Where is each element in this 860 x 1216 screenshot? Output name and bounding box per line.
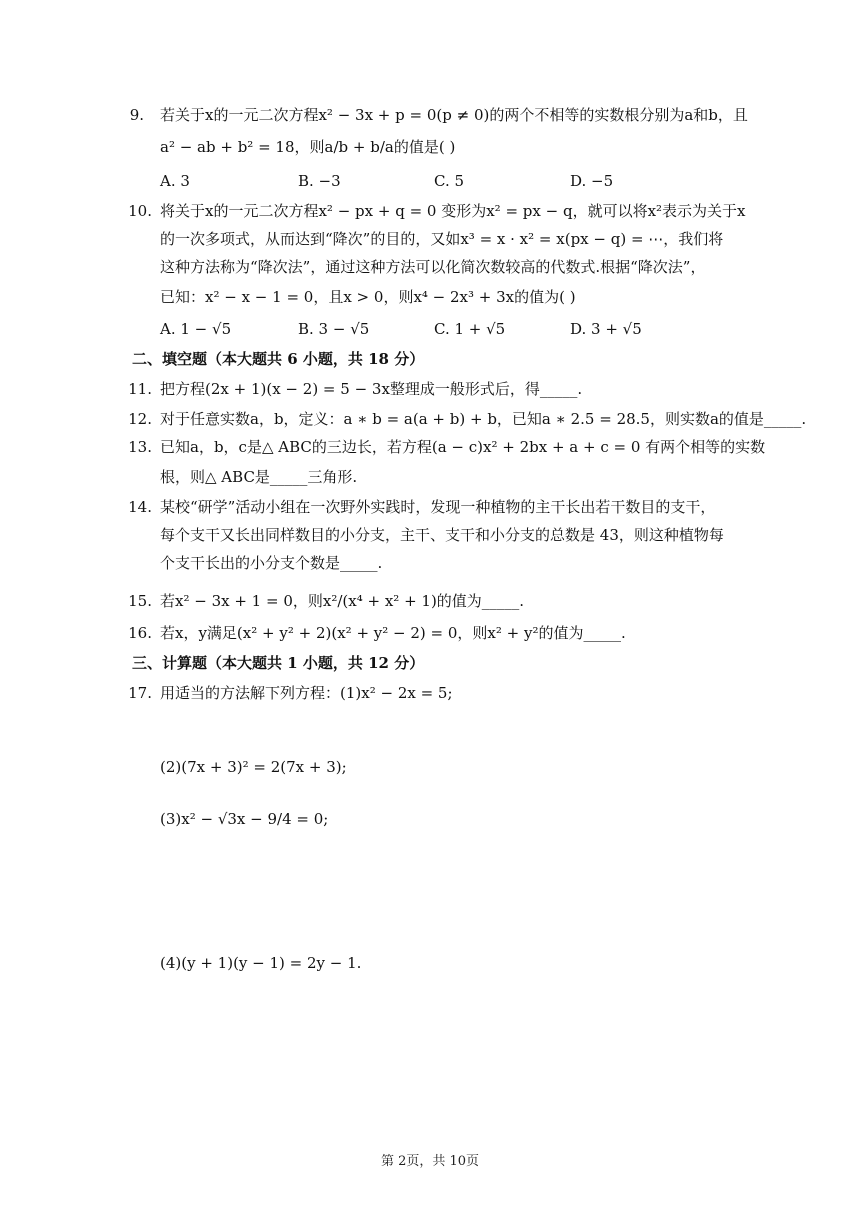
- option-d: D. 3 + √5: [570, 320, 642, 338]
- question-text-line: 若x，y满足(x² + y² + 2)(x² + y² − 2) = 0，则x² + y²的值为_____.: [160, 624, 626, 642]
- sub-question-2: (2)(7x + 3)² = 2(7x + 3);: [160, 758, 347, 776]
- question-number: 9.: [129, 106, 144, 124]
- question-text-line: 已知a，b，c是△ ABC的三边长，若方程(a − c)x² + 2bx + a + c = 0 有两个相等的实数: [160, 438, 766, 456]
- question-text-line: 某校“研学”活动小组在一次野外实践时，发现一种植物的主干长出若干数目的支干，: [160, 498, 716, 516]
- question-text-line: 用适当的方法解下列方程：(1)x² − 2x = 5;: [160, 684, 453, 702]
- question-text-line: 对于任意实数a，b，定义：a ∗ b = a(a + b) + b，已知a ∗ 2.5 = 28.5，则实数a的值是_____.: [160, 410, 807, 428]
- option-a: A. 1 − √5: [160, 320, 232, 338]
- question-number: 12.: [128, 410, 152, 428]
- question-text-line: 这种方法称为“降次法”，通过这种方法可以化简次数较高的代数式.根据“降次法”，: [160, 258, 706, 276]
- section-title: 三、计算题（本大题共 1 小题，共 12 分）: [132, 654, 425, 672]
- question-text-line: 将关于x的一元二次方程x² − px + q = 0 变形为x² = px − q，就可以将x²表示为关于x: [160, 202, 746, 220]
- question-text-line: 个支干长出的小分支个数是_____.: [160, 554, 383, 572]
- question-number: 17.: [128, 684, 152, 702]
- question-text-line: 把方程(2x + 1)(x − 2) = 5 − 3x整理成一般形式后，得_____.: [160, 380, 583, 398]
- question-number: 14.: [128, 498, 152, 516]
- option-c: C. 5: [434, 172, 465, 190]
- question-number: 11.: [128, 380, 152, 398]
- option-c: C. 1 + √5: [434, 320, 506, 338]
- question-text-line: 的一次多项式，从而达到“降次”的目的，又如x³ = x · x² = x(px − q) = ⋯，我们将: [160, 230, 724, 248]
- section-title: 二、填空题（本大题共 6 小题，共 18 分）: [132, 350, 425, 368]
- option-b: B. 3 − √5: [298, 320, 370, 338]
- page-footer: 第 2页，共 10页: [380, 1154, 480, 1169]
- question-text-line: a² − ab + b² = 18，则a/b + b/a的值是( ): [160, 138, 456, 156]
- question-number: 13.: [128, 438, 152, 456]
- question-number: 15.: [128, 592, 152, 610]
- question-text-line: 已知：x² − x − 1 = 0，且x > 0，则x⁴ − 2x³ + 3x的值为( ): [160, 288, 576, 306]
- question-text-line: 根，则△ ABC是_____三角形.: [160, 468, 358, 486]
- question-number: 10.: [128, 202, 152, 220]
- sub-question-3: (3)x² − √3x − 9/4 = 0;: [160, 810, 329, 828]
- question-text-line: 每个支干又长出同样数目的小分支，主干、支干和小分支的总数是 43，则这种植物每: [160, 526, 724, 544]
- sub-question-4: (4)(y + 1)(y − 1) = 2y − 1.: [160, 954, 362, 972]
- option-d: D. −5: [570, 172, 614, 190]
- option-a: A. 3: [160, 172, 190, 190]
- question-number: 16.: [128, 624, 152, 642]
- question-text-line: 若x² − 3x + 1 = 0，则x²/(x⁴ + x² + 1)的值为_____.: [160, 592, 525, 610]
- option-b: B. −3: [298, 172, 341, 190]
- question-text-line: 若关于x的一元二次方程x² − 3x + p = 0(p ≠ 0)的两个不相等的实数根分别为a和b，且: [160, 106, 748, 124]
